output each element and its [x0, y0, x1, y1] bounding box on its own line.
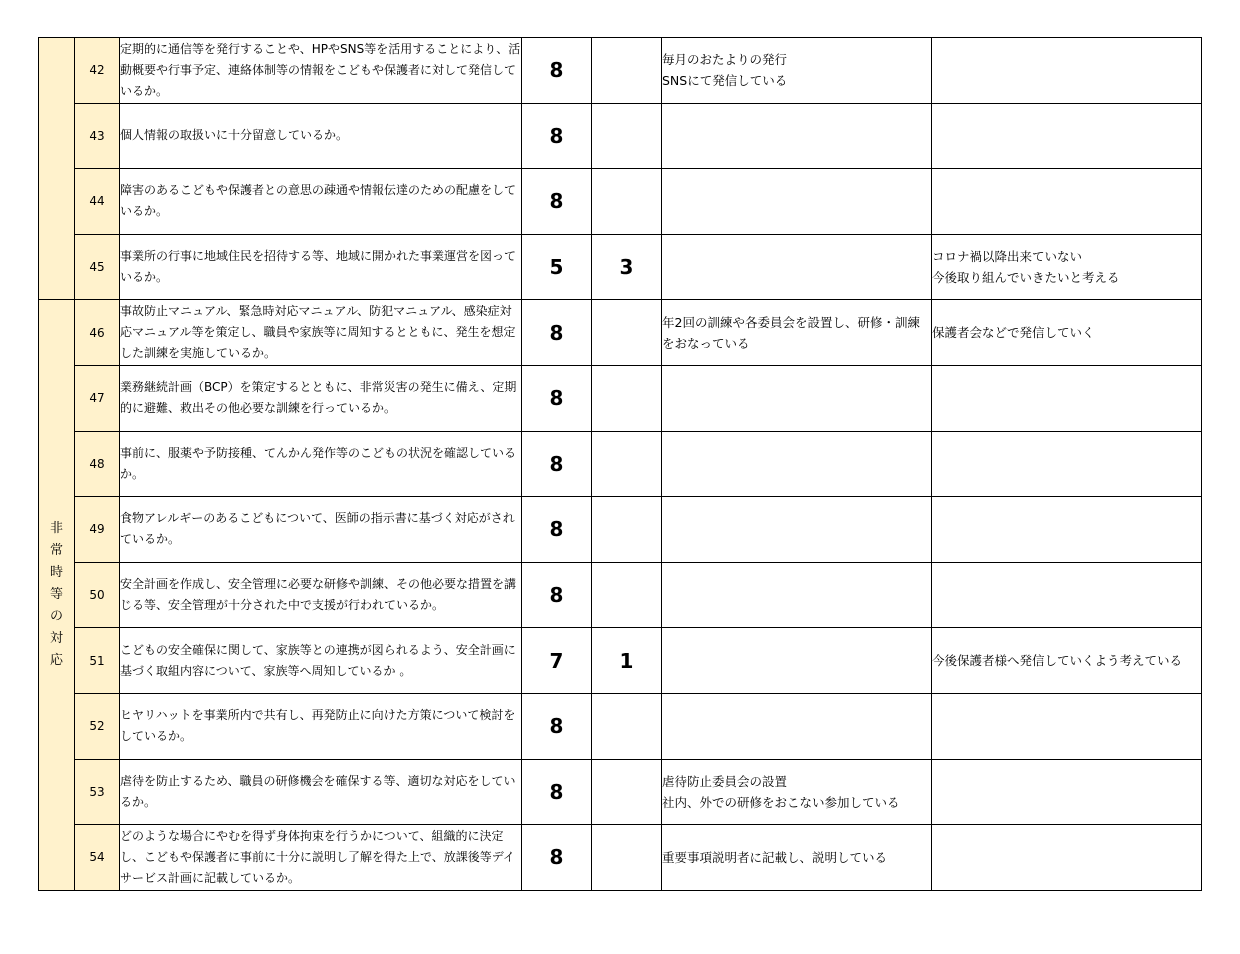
- yes-count: 8: [522, 38, 592, 104]
- question-text: 個人情報の取扱いに十分留意しているか。: [120, 103, 522, 169]
- category-cell-previous: [39, 38, 75, 300]
- yes-count: 8: [522, 431, 592, 497]
- table-row: [39, 38, 1202, 104]
- yes-count: 7: [522, 628, 592, 694]
- question-text: 事故防止マニュアル、緊急時対応マニュアル、防犯マニュアル、感染症対応マニュアル等を策定し、職員や家族等に周知するとともに、発生を想定した訓練を実施しているか。: [120, 300, 522, 366]
- question-text: 事前に、服薬や予防接種、てんかん発作等のこどもの状況を確認しているか。: [120, 431, 522, 497]
- yes-count: 8: [522, 693, 592, 759]
- question-text: 定期的に通信等を発行することや、HPやSNS等を活用することにより、活動概要や行事予定、連絡体制等の情報をこどもや保護者に対して発信しているか。: [120, 38, 522, 104]
- question-text: 業務継続計画（BCP）を策定するとともに、非常災害の発生に備え、定期的に避難、救出その他必要な訓練を行っているか。: [120, 365, 522, 431]
- yes-count: 8: [522, 169, 592, 235]
- no-count: 1: [592, 628, 662, 694]
- row-number: 48: [75, 431, 120, 497]
- no-count: [592, 497, 662, 563]
- remark-cell: 今後保護者様へ発信していくよう考えている: [932, 628, 1202, 694]
- yes-count: 8: [522, 300, 592, 366]
- remark-cell: [932, 431, 1202, 497]
- comment-cell: 重要事項説明者に記載し、説明している: [662, 825, 932, 891]
- no-count: [592, 103, 662, 169]
- table-row: [39, 431, 1202, 497]
- no-count: [592, 169, 662, 235]
- comment-cell: [662, 103, 932, 169]
- remark-cell: [932, 103, 1202, 169]
- row-number: 46: [75, 300, 120, 366]
- evaluation-table: [38, 37, 1202, 891]
- no-count: [592, 825, 662, 891]
- row-number: 43: [75, 103, 120, 169]
- table-row: [39, 562, 1202, 628]
- no-count: [592, 365, 662, 431]
- question-text: ヒヤリハットを事業所内で共有し、再発防止に向けた方策について検討をしているか。: [120, 693, 522, 759]
- comment-cell: [662, 365, 932, 431]
- yes-count: 8: [522, 365, 592, 431]
- comment-cell: [662, 693, 932, 759]
- table-row: [39, 365, 1202, 431]
- no-count: [592, 300, 662, 366]
- comment-cell: [662, 169, 932, 235]
- row-number: 52: [75, 693, 120, 759]
- no-count: [592, 431, 662, 497]
- yes-count: 8: [522, 497, 592, 563]
- remark-cell: [932, 497, 1202, 563]
- question-text: どのような場合にやむを得ず身体拘束を行うかについて、組織的に決定し、こどもや保護者に事前に十分に説明し了解を得た上で、放課後等デイサービス計画に記載しているか。: [120, 825, 522, 891]
- comment-cell: 年2回の訓練や各委員会を設置し、研修・訓練をおなっている: [662, 300, 932, 366]
- table-row: [39, 628, 1202, 694]
- comment-cell: [662, 431, 932, 497]
- question-text: こどもの安全確保に関して、家族等との連携が図られるよう、安全計画に基づく取組内容について、家族等へ周知しているか 。: [120, 628, 522, 694]
- no-count: [592, 562, 662, 628]
- row-number: 42: [75, 38, 120, 104]
- category-label: 非常時等の対応: [49, 521, 63, 669]
- yes-count: 8: [522, 825, 592, 891]
- comment-cell: [662, 562, 932, 628]
- comment-cell: 毎月のおたよりの発行 SNSにて発信している: [662, 38, 932, 104]
- table-row: [39, 300, 1202, 366]
- table-row: [39, 169, 1202, 235]
- table-row: [39, 103, 1202, 169]
- remark-cell: [932, 38, 1202, 104]
- no-count: [592, 38, 662, 104]
- remark-cell: 保護者会などで発信していく: [932, 300, 1202, 366]
- row-number: 53: [75, 759, 120, 825]
- table-row: [39, 825, 1202, 891]
- yes-count: 5: [522, 234, 592, 300]
- table-row: [39, 759, 1202, 825]
- category-cell-emergency: [39, 300, 75, 890]
- row-number: 47: [75, 365, 120, 431]
- row-number: 51: [75, 628, 120, 694]
- question-text: 障害のあるこどもや保護者との意思の疎通や情報伝達のための配慮をしているか。: [120, 169, 522, 235]
- no-count: 3: [592, 234, 662, 300]
- row-number: 44: [75, 169, 120, 235]
- question-text: 安全計画を作成し、安全管理に必要な研修や訓練、その他必要な措置を講じる等、安全管理が十分された中で支援が行われているか。: [120, 562, 522, 628]
- question-text: 事業所の行事に地域住民を招待する等、地域に開かれた事業運営を図っているか。: [120, 234, 522, 300]
- comment-cell: [662, 234, 932, 300]
- row-number: 54: [75, 825, 120, 891]
- comment-cell: [662, 628, 932, 694]
- remark-cell: [932, 759, 1202, 825]
- table-row: [39, 497, 1202, 563]
- no-count: [592, 693, 662, 759]
- remark-cell: [932, 169, 1202, 235]
- remark-cell: [932, 562, 1202, 628]
- yes-count: 8: [522, 103, 592, 169]
- row-number: 50: [75, 562, 120, 628]
- remark-cell: [932, 825, 1202, 891]
- row-number: 49: [75, 497, 120, 563]
- row-number: 45: [75, 234, 120, 300]
- remark-cell: [932, 693, 1202, 759]
- question-text: 虐待を防止するため、職員の研修機会を確保する等、適切な対応をしているか。: [120, 759, 522, 825]
- comment-cell: 虐待防止委員会の設置 社内、外での研修をおこない参加している: [662, 759, 932, 825]
- comment-cell: [662, 497, 932, 563]
- remark-cell: [932, 365, 1202, 431]
- table-row: [39, 693, 1202, 759]
- remark-cell: コロナ禍以降出来ていない 今後取り組んでいきたいと考える: [932, 234, 1202, 300]
- no-count: [592, 759, 662, 825]
- question-text: 食物アレルギーのあるこどもについて、医師の指示書に基づく対応がされているか。: [120, 497, 522, 563]
- yes-count: 8: [522, 759, 592, 825]
- yes-count: 8: [522, 562, 592, 628]
- table-row: [39, 234, 1202, 300]
